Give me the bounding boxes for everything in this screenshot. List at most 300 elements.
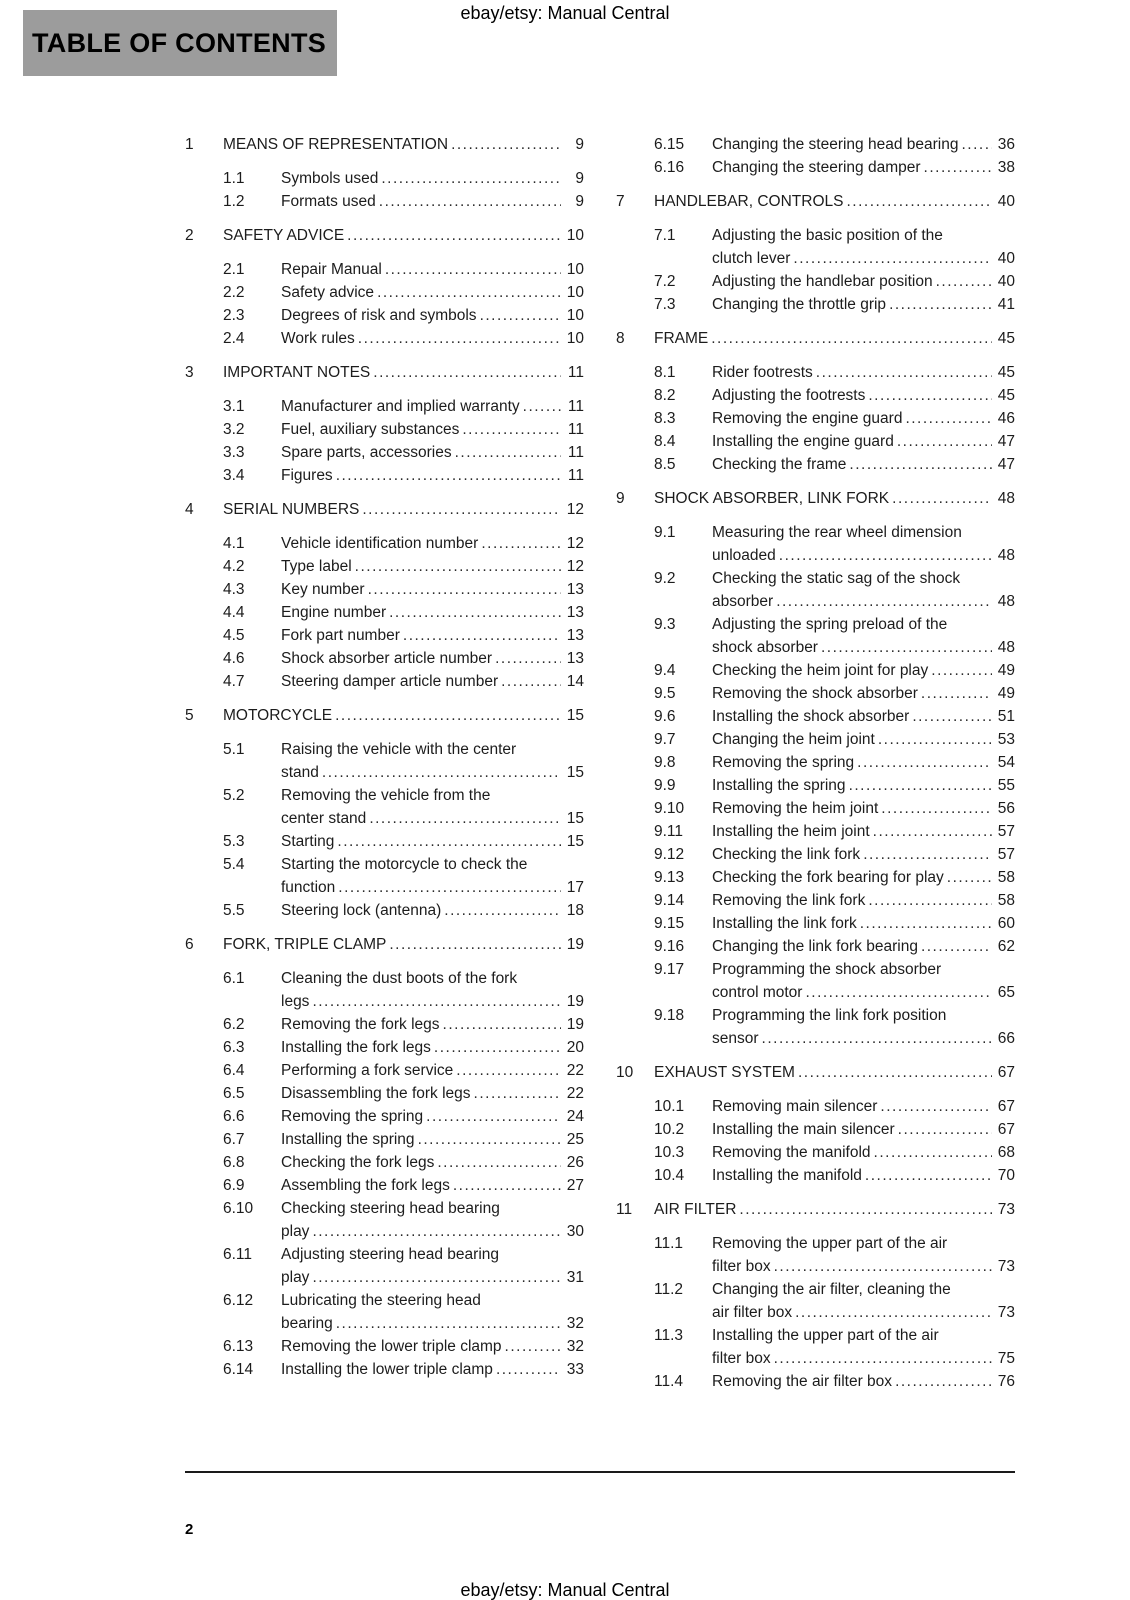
footer-title: ebay/etsy: Manual Central <box>460 1580 670 1600</box>
dot-leader <box>362 498 561 521</box>
entry-body <box>712 820 1015 843</box>
entry-number: 9.2 <box>654 570 676 587</box>
entry-number: 7.1 <box>654 227 676 244</box>
entry-number: 9.13 <box>654 869 685 886</box>
entry-page-number: 15 <box>566 764 584 781</box>
entry-body <box>281 1036 584 1059</box>
entry-body <box>281 418 584 441</box>
entry-title: SERIAL NUMBERS <box>223 501 360 518</box>
entry-title: Checking the fork bearing for play <box>712 869 944 886</box>
toc-item-entry <box>616 797 1015 820</box>
entry-number: 8.5 <box>654 456 676 473</box>
entry-title-last-line <box>654 487 1015 510</box>
entry-number: 7.2 <box>654 273 676 290</box>
entry-body <box>712 958 1015 1004</box>
toc-item-entry <box>185 784 584 830</box>
dot-leader <box>931 659 992 682</box>
entry-title: Checking the fork legs <box>281 1154 435 1171</box>
dot-leader <box>501 670 561 693</box>
entry-body <box>281 784 584 830</box>
dot-leader <box>849 453 992 476</box>
entry-body <box>223 133 584 156</box>
dot-leader <box>337 830 561 853</box>
entry-title: HANDLEBAR, CONTROLS <box>654 193 844 210</box>
entry-title: Removing the heim joint <box>712 800 879 817</box>
entry-body <box>281 464 584 487</box>
entry-number: 9.16 <box>654 938 685 955</box>
entry-page-number: 49 <box>997 662 1015 679</box>
entry-title-last-line <box>281 1358 584 1381</box>
entry-title-last-line <box>281 624 584 647</box>
toc-item-entry <box>616 453 1015 476</box>
toc-chapter-entry <box>185 498 584 521</box>
entry-title: Work rules <box>281 330 355 347</box>
entry-title-line: Adjusting the spring preload of the <box>712 616 948 633</box>
entry-number: 6.6 <box>223 1108 245 1125</box>
entry-body <box>281 532 584 555</box>
entry-body <box>281 1013 584 1036</box>
entry-title: Changing the throttle grip <box>712 296 887 313</box>
entry-number: 8 <box>616 330 625 347</box>
entry-body <box>281 167 584 190</box>
dot-leader <box>880 1095 992 1118</box>
entry-page-number: 10 <box>566 330 584 347</box>
entry-title: stand <box>281 764 319 781</box>
entry-title: Fuel, auxiliary substances <box>281 421 460 438</box>
entry-number: 1.1 <box>223 170 245 187</box>
toc-item-entry <box>616 843 1015 866</box>
entry-title: Installing the engine guard <box>712 433 894 450</box>
entry-number: 9.18 <box>654 1007 685 1024</box>
entry-title-last-line <box>223 133 584 156</box>
toc-item-entry <box>185 441 584 464</box>
entry-title: Shock absorber article number <box>281 650 493 667</box>
entry-number: 11.4 <box>654 1373 684 1390</box>
entry-body <box>223 361 584 384</box>
entry-title: Starting <box>281 833 335 850</box>
entry-title-last-line <box>281 418 584 441</box>
entry-title: Removing the fork legs <box>281 1016 440 1033</box>
entry-title-line: Installing the upper part of the air <box>712 1327 939 1344</box>
entry-body <box>281 1059 584 1082</box>
entry-number: 9.4 <box>654 662 676 679</box>
entry-title-last-line <box>281 1151 584 1174</box>
entry-title: Manufacturer and implied warranty <box>281 398 520 415</box>
dot-leader <box>912 705 992 728</box>
entry-page-number: 38 <box>997 159 1015 176</box>
entry-number: 9.14 <box>654 892 685 909</box>
toc-item-entry <box>616 751 1015 774</box>
entry-body <box>712 751 1015 774</box>
entry-body <box>712 843 1015 866</box>
entry-number: 4.6 <box>223 650 245 667</box>
entry-title: IMPORTANT NOTES <box>223 364 371 381</box>
entry-title-last-line <box>654 190 1015 213</box>
entry-page-number: 15 <box>566 707 584 724</box>
dot-leader <box>335 704 561 727</box>
entry-page-number: 48 <box>997 593 1015 610</box>
entry-title-last-line <box>281 258 584 281</box>
entry-body <box>281 647 584 670</box>
entry-title-last-line <box>712 1370 1015 1393</box>
dot-leader <box>774 1255 992 1278</box>
entry-body <box>654 190 1015 213</box>
entry-number: 9.9 <box>654 777 676 794</box>
entry-title-last-line <box>712 1118 1015 1141</box>
entry-number: 6.13 <box>223 1338 254 1355</box>
entry-number: 3.4 <box>223 467 245 484</box>
toc-item-entry <box>185 624 584 647</box>
entry-number: 6 <box>185 936 194 953</box>
entry-title-last-line <box>223 498 584 521</box>
dot-leader <box>418 1128 561 1151</box>
entry-title: Installing the spring <box>281 1131 415 1148</box>
toc-item-entry <box>616 958 1015 1004</box>
entry-title: Changing the link fork bearing <box>712 938 918 955</box>
entry-body <box>712 453 1015 476</box>
entry-body <box>712 407 1015 430</box>
entry-title-last-line <box>654 1198 1015 1221</box>
toc-item-entry <box>616 293 1015 316</box>
entry-number: 3.3 <box>223 444 245 461</box>
dot-leader <box>455 441 561 464</box>
entry-page-number: 14 <box>566 673 584 690</box>
entry-title: Disassembling the fork legs <box>281 1085 471 1102</box>
toc-item-entry <box>185 967 584 1013</box>
toc-item-entry <box>616 1141 1015 1164</box>
entry-body <box>223 933 584 956</box>
entry-title-last-line <box>712 430 1015 453</box>
entry-title-last-line <box>712 935 1015 958</box>
entry-page-number: 45 <box>997 387 1015 404</box>
entry-title-last-line <box>281 281 584 304</box>
entry-number: 4.2 <box>223 558 245 575</box>
entry-title-last-line <box>281 1335 584 1358</box>
entry-body <box>712 1370 1015 1393</box>
entry-title: Installing the shock absorber <box>712 708 910 725</box>
entry-title-last-line <box>281 761 584 784</box>
toc-item-entry <box>616 1232 1015 1278</box>
entry-title-last-line <box>712 133 1015 156</box>
entry-page-number: 41 <box>997 296 1015 313</box>
entry-body <box>712 521 1015 567</box>
toc-item-entry <box>616 270 1015 293</box>
dot-leader <box>793 247 992 270</box>
entry-number: 10.2 <box>654 1121 685 1138</box>
dot-leader <box>873 820 992 843</box>
page-title: TABLE OF CONTENTS <box>32 27 327 58</box>
entry-number: 2.4 <box>223 330 245 347</box>
entry-page-number: 40 <box>997 250 1015 267</box>
entry-title: MOTORCYCLE <box>223 707 333 724</box>
entry-page-number: 13 <box>566 581 584 598</box>
entry-title-line: Starting the motorcycle to check the <box>281 856 528 873</box>
toc-chapter-entry <box>616 1198 1015 1221</box>
entry-title-last-line <box>281 670 584 693</box>
dot-leader <box>451 133 561 156</box>
toc-chapter-entry <box>616 327 1015 350</box>
entry-body <box>712 293 1015 316</box>
entry-body <box>712 774 1015 797</box>
dot-leader <box>358 327 561 350</box>
entry-number: 9.8 <box>654 754 676 771</box>
entry-title-last-line <box>712 705 1015 728</box>
entry-title: filter box <box>712 1350 771 1367</box>
entry-title: Repair Manual <box>281 261 382 278</box>
entry-title-last-line <box>712 1027 1015 1050</box>
toc-item-entry <box>616 1324 1015 1370</box>
dot-leader <box>347 224 561 247</box>
entry-title: Type label <box>281 558 352 575</box>
toc-item-entry <box>616 820 1015 843</box>
entry-title-last-line <box>712 682 1015 705</box>
entry-page-number: 11 <box>567 398 584 415</box>
entry-number: 5.4 <box>223 856 245 873</box>
entry-title-line: Lubricating the steering head <box>281 1292 481 1309</box>
toc-item-entry <box>185 647 584 670</box>
entry-title-line: Checking the static sag of the shock <box>712 570 961 587</box>
entry-title: center stand <box>281 810 367 827</box>
entry-title: Adjusting the handlebar position <box>712 273 933 290</box>
entry-title-last-line <box>712 1255 1015 1278</box>
toc-item-entry <box>616 1278 1015 1324</box>
entry-title: Removing the manifold <box>712 1144 871 1161</box>
entry-body <box>281 1151 584 1174</box>
dot-leader <box>373 361 561 384</box>
toc-item-entry <box>185 601 584 624</box>
dot-leader <box>961 133 992 156</box>
entry-number: 4 <box>185 501 194 518</box>
entry-title-last-line <box>281 1312 584 1335</box>
toc-item-entry <box>616 613 1015 659</box>
toc-item-entry <box>185 830 584 853</box>
entry-title-last-line <box>281 1105 584 1128</box>
dot-leader <box>389 601 561 624</box>
entry-number: 8.1 <box>654 364 676 381</box>
entry-title-last-line <box>281 327 584 350</box>
entry-number: 6.8 <box>223 1154 245 1171</box>
entry-body <box>281 327 584 350</box>
entry-body <box>712 659 1015 682</box>
entry-title-last-line <box>223 224 584 247</box>
entry-title-last-line <box>712 797 1015 820</box>
entry-page-number: 67 <box>997 1098 1015 1115</box>
entry-body <box>712 1095 1015 1118</box>
entry-title-line: Checking steering head bearing <box>281 1200 500 1217</box>
entry-body <box>281 190 584 213</box>
entry-number: 6.10 <box>223 1200 254 1217</box>
dot-leader <box>816 361 992 384</box>
toc-chapter-entry <box>185 361 584 384</box>
entry-page-number: 56 <box>997 800 1015 817</box>
entry-page-number: 15 <box>566 810 584 827</box>
entry-number: 6.2 <box>223 1016 245 1033</box>
entry-number: 6.15 <box>654 136 685 153</box>
toc-item-entry <box>185 1082 584 1105</box>
toc-item-entry <box>616 682 1015 705</box>
entry-body <box>281 1289 584 1335</box>
dot-leader <box>505 1335 561 1358</box>
entry-body <box>712 384 1015 407</box>
toc-item-entry <box>616 935 1015 958</box>
entry-body <box>281 555 584 578</box>
entry-number: 11.2 <box>654 1281 684 1298</box>
entry-body <box>281 738 584 784</box>
dot-leader <box>385 258 561 281</box>
entry-title: Installing the link fork <box>712 915 857 932</box>
entry-page-number: 65 <box>997 984 1015 1001</box>
entry-body <box>281 830 584 853</box>
page-title-box <box>23 10 337 76</box>
entry-number: 9 <box>616 490 625 507</box>
entry-body <box>281 601 584 624</box>
toc-item-entry <box>185 899 584 922</box>
entry-title-last-line <box>712 866 1015 889</box>
entry-title: Removing the spring <box>712 754 855 771</box>
entry-number: 2 <box>185 227 194 244</box>
toc-item-entry <box>616 156 1015 179</box>
toc-item-entry <box>616 1164 1015 1187</box>
entry-number: 4.5 <box>223 627 245 644</box>
entry-title: Removing the shock absorber <box>712 685 918 702</box>
entry-title: bearing <box>281 1315 333 1332</box>
entry-title-last-line <box>281 1082 584 1105</box>
entry-body <box>281 1128 584 1151</box>
entry-title-last-line <box>712 912 1015 935</box>
entry-number: 5 <box>185 707 194 724</box>
entry-body <box>281 304 584 327</box>
entry-body <box>281 670 584 693</box>
dot-leader <box>889 293 992 316</box>
toc-item-entry <box>185 418 584 441</box>
entry-body <box>281 1335 584 1358</box>
entry-title-last-line <box>281 190 584 213</box>
entry-number: 5.5 <box>223 902 245 919</box>
dot-leader <box>434 1036 561 1059</box>
toc-item-entry <box>616 224 1015 270</box>
entry-title: SAFETY ADVICE <box>223 227 345 244</box>
toc-item-entry <box>616 889 1015 912</box>
toc-item-entry <box>185 1358 584 1381</box>
entry-page-number: 48 <box>997 490 1015 507</box>
entry-title: sensor <box>712 1030 759 1047</box>
dot-leader <box>947 866 992 889</box>
dot-leader <box>863 843 992 866</box>
dot-leader <box>312 1266 561 1289</box>
entry-title: Installing the main silencer <box>712 1121 895 1138</box>
dot-leader <box>444 899 561 922</box>
entry-page-number: 47 <box>997 456 1015 473</box>
entry-title: Vehicle identification number <box>281 535 479 552</box>
entry-title-last-line <box>712 843 1015 866</box>
entry-title: Removing main silencer <box>712 1098 878 1115</box>
entry-title-last-line <box>712 1301 1015 1324</box>
toc-item-entry <box>616 774 1015 797</box>
entry-number: 5.2 <box>223 787 245 804</box>
entry-page-number: 11 <box>567 364 584 381</box>
dot-leader <box>798 1061 992 1084</box>
entry-title: Removing the lower triple clamp <box>281 1338 502 1355</box>
entry-page-number: 12 <box>566 558 584 575</box>
toc-item-entry <box>185 1013 584 1036</box>
entry-title-last-line <box>281 1266 584 1289</box>
entry-body <box>712 935 1015 958</box>
toc-item-entry <box>185 190 584 213</box>
entry-number: 2.3 <box>223 307 245 324</box>
toc-item-entry <box>185 1335 584 1358</box>
entry-number: 6.5 <box>223 1085 245 1102</box>
entry-page-number: 9 <box>575 136 584 153</box>
entry-number: 6.3 <box>223 1039 245 1056</box>
dot-leader <box>480 304 561 327</box>
entry-body <box>281 258 584 281</box>
toc-item-entry <box>616 1370 1015 1393</box>
entry-title: Fork part number <box>281 627 400 644</box>
footer-rule <box>185 1471 1015 1473</box>
entry-title: Steering lock (antenna) <box>281 902 442 919</box>
dot-leader <box>381 167 561 190</box>
toc-item-entry <box>185 555 584 578</box>
entry-page-number: 13 <box>566 604 584 621</box>
entry-number: 6.11 <box>223 1246 253 1263</box>
entry-title: Checking the frame <box>712 456 847 473</box>
dot-leader <box>403 624 561 647</box>
entry-title-last-line <box>712 544 1015 567</box>
toc-item-entry <box>616 1095 1015 1118</box>
entry-page-number: 40 <box>997 193 1015 210</box>
entry-body <box>223 704 584 727</box>
toc-item-entry <box>185 670 584 693</box>
entry-number: 10 <box>616 1064 634 1081</box>
entry-body <box>712 797 1015 820</box>
toc-item-entry <box>185 1128 584 1151</box>
entry-title-last-line <box>712 1095 1015 1118</box>
entry-title: Installing the spring <box>712 777 846 794</box>
entry-number: 10.3 <box>654 1144 685 1161</box>
dot-leader <box>495 647 561 670</box>
entry-number: 9.3 <box>654 616 676 633</box>
toc-item-entry <box>616 361 1015 384</box>
entry-body <box>712 1278 1015 1324</box>
header-title: ebay/etsy: Manual Central <box>460 3 670 23</box>
entry-title: clutch lever <box>712 250 791 267</box>
toc-item-entry <box>185 738 584 784</box>
dot-leader <box>868 384 992 407</box>
dot-leader <box>336 1312 561 1335</box>
entry-title: Changing the steering head bearing <box>712 136 959 153</box>
entry-page-number: 57 <box>997 823 1015 840</box>
dot-leader <box>878 728 992 751</box>
entry-title: play <box>281 1223 310 1240</box>
entry-body <box>281 967 584 1013</box>
toc-left-column <box>185 133 584 1393</box>
dot-leader <box>336 464 561 487</box>
entry-title-last-line <box>654 1061 1015 1084</box>
entry-body <box>712 224 1015 270</box>
entry-number: 10.4 <box>654 1167 685 1184</box>
entry-number: 6.14 <box>223 1361 254 1378</box>
entry-number: 2.1 <box>223 261 245 278</box>
toc-item-entry <box>185 304 584 327</box>
entry-page-number: 19 <box>566 993 584 1010</box>
dot-leader <box>481 532 561 555</box>
toc-item-entry <box>185 1105 584 1128</box>
entry-number: 9.15 <box>654 915 685 932</box>
entry-page-number: 47 <box>997 433 1015 450</box>
entry-number: 9.10 <box>654 800 685 817</box>
entry-page-number: 58 <box>997 892 1015 909</box>
entry-title-last-line <box>712 636 1015 659</box>
